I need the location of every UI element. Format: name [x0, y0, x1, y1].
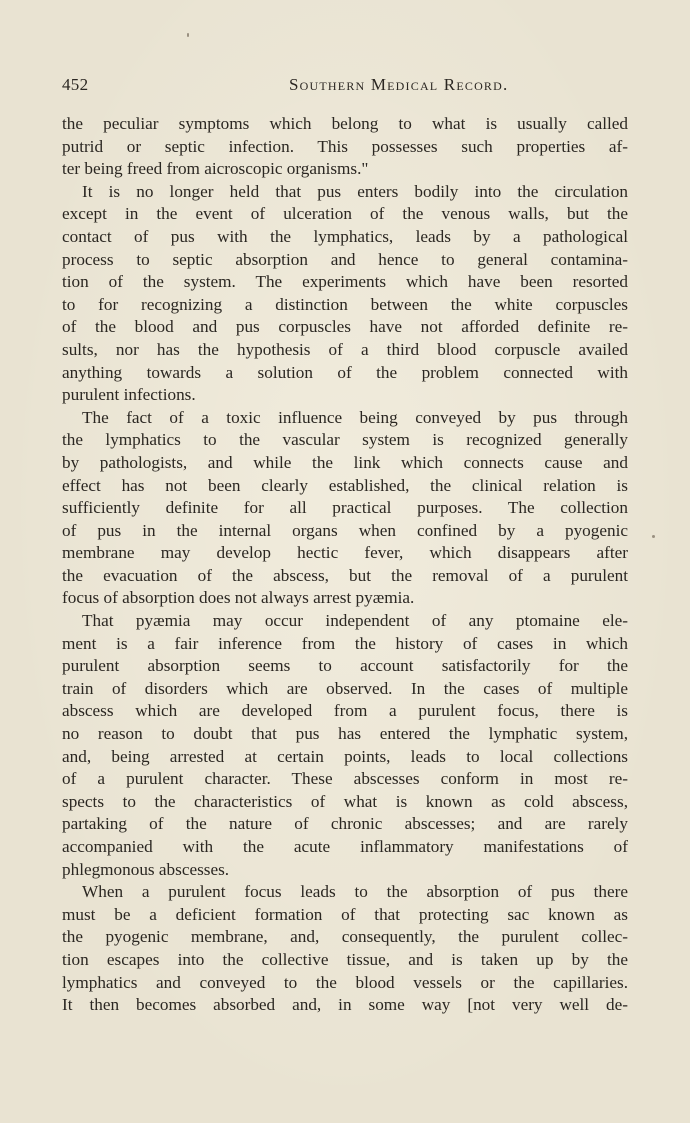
- text-line: putrid or septic infection. This possesses such properties af-: [62, 136, 628, 156]
- text-line: spects to the characteristics of what is known as cold abscess,: [62, 791, 628, 811]
- text-line: purulent infections.: [62, 385, 196, 405]
- text-line: except in the event of ulceration of the venous walls, but the: [62, 204, 628, 224]
- text-line: tion of the system. The experiments which have been resorted: [62, 272, 628, 292]
- text-line: must be a deficient formation of that protecting sac known as: [62, 904, 628, 924]
- paper-speck: [652, 535, 655, 538]
- text-line: sults, nor has the hypothesis of a third blood corpuscle availed: [62, 339, 628, 359]
- body-text: [62, 113, 628, 1017]
- text-line: the evacuation of the abscess, but the removal of a purulent: [62, 565, 628, 585]
- text-line: of pus in the internal organs when confined by a pyogenic: [62, 520, 628, 540]
- text-line: purulent absorption seems to account satisfactorily for the: [62, 656, 628, 676]
- text-line: the pyogenic membrane, and, consequently, the purulent collec-: [62, 927, 628, 947]
- text-line: by pathologists, and while the link which connects cause and: [62, 452, 628, 472]
- text-line: effect has not been clearly established, the clinical relation is: [62, 475, 628, 495]
- running-title: Southern Medical Record.: [289, 75, 509, 94]
- text-line: partaking of the nature of chronic abscesses; and are rarely: [62, 814, 628, 834]
- text-line: membrane may develop hectic fever, which disappears after: [62, 543, 628, 563]
- text-line: and, being arrested at certain points, leads to local collections: [62, 746, 628, 766]
- text-line: no reason to doubt that pus has entered the lymphatic system,: [62, 724, 628, 744]
- text-line: sufficiently definite for all practical purposes. The collection: [62, 498, 628, 518]
- paper-speck: [187, 33, 189, 37]
- page-header: [62, 75, 628, 99]
- text-line: the peculiar symptoms which belong to what is usually called: [62, 114, 628, 133]
- paragraph-start-line: It is no longer held that pus enters bodily into the circulation: [82, 181, 628, 201]
- paragraph-start-line: That pyæmia may occur independent of any ptomaine ele-: [82, 611, 628, 631]
- paragraph-start-line: The fact of a toxic influence being conveyed by pus through: [82, 407, 628, 427]
- text-line: accompanied with the acute inflammatory manifestations of: [62, 837, 628, 856]
- text-line: tion escapes into the collective tissue, and is taken up by the: [62, 949, 628, 969]
- text-line: train of disorders which are observed. In the cases of multiple: [62, 678, 628, 698]
- text-line: phlegmonous abscesses.: [62, 859, 230, 879]
- page-number: 452: [62, 75, 89, 94]
- text-line: focus of absorption does not always arrest pyæmia.: [62, 588, 415, 608]
- text-line: ment is a fair inference from the history of cases in which: [62, 633, 628, 653]
- text-line: to for recognizing a distinction between the white corpuscles: [62, 294, 628, 314]
- text-line: contact of pus with the lymphatics, leads by a pathological: [62, 226, 628, 246]
- text-line: lymphatics and conveyed to the blood vessels or the capillaries.: [62, 972, 628, 992]
- text-line: the lymphatics to the vascular system is recognized generally: [62, 430, 628, 450]
- paragraph-start-line: When a purulent focus leads to the absorption of pus there: [82, 882, 628, 902]
- text-line: of the blood and pus corpuscles have not afforded definite re-: [62, 317, 628, 337]
- text-line: process to septic absorption and hence to general contamina-: [62, 249, 628, 269]
- text-line: of a purulent character. These abscesses conform in most re-: [62, 769, 628, 789]
- text-line: abscess which are developed from a purulent focus, there is: [62, 701, 628, 721]
- text-line: anything towards a solution of the problem connected with: [62, 362, 628, 382]
- text-line: It then becomes absorbed and, in some way [not very well de-: [62, 995, 628, 1015]
- text-line: ter being freed from aicroscopic organisms.": [62, 159, 369, 179]
